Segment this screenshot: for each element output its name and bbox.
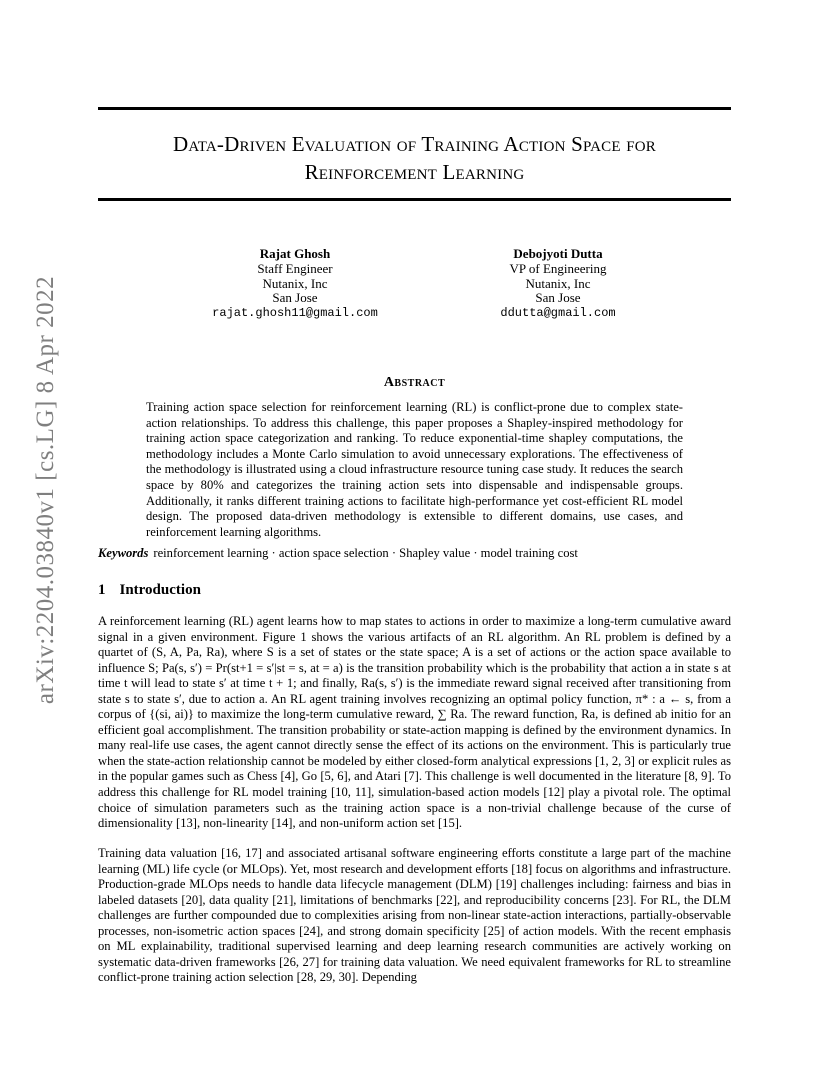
body-paragraph: Training data valuation [16, 17] and associated artisanal software engineering efforts constitute a large part of the machine learning (ML) life cycle (or MLOps). Yet, most research and development efforts [18] focus on algorithms and infrastructure. Production-grade MLOps needs to handle data lifecycle management (DLM) [19] challenges including: fairness and bias in labeled datasets [20], data quality [21], limitations of benchmarks [22], and reproducibility concerns [23]. For RL, the DLM challenges are further compounded due to complexities arising from non-linear state-action interactions, partially-observable processes, non-isometric action spaces [24], and strong domain specificity [25] of action models. With the recent emphasis on ML explainability, traditional supervised learning and deep learning research communities are actively working on systematic data-driven frameworks [26, 27] for training data valuation. We need equivalent frameworks for RL to streamline conflict-prone training action selection [28, 29, 30]. Depending — [98, 846, 731, 985]
author-email[interactable]: rajat.ghosh11@gmail.com — [212, 306, 378, 321]
top-rule — [98, 107, 731, 110]
author-location: San Jose — [272, 290, 318, 306]
section-title: Introduction — [119, 582, 201, 598]
author-role: Staff Engineer — [257, 260, 333, 276]
author-block — [438, 247, 678, 321]
arxiv-identifier: arXiv:2204.03840v1 [cs.LG] 8 Apr 2022 — [32, 275, 59, 705]
title-line-2: Reinforcement Learning — [304, 160, 525, 184]
author-location: San Jose — [535, 290, 581, 306]
abstract-heading: Abstract — [383, 375, 446, 390]
author-block — [175, 247, 415, 321]
abstract-text: Training action space selection for reinforcement learning (RL) is conflict-prone due to complex state-action relationships. To address this challenge, this paper proposes a Shapley-inspired methodology for training action space categorization and ranking. To reduce exponential-time shapley computations, the methodology includes a Monte Carlo simulation to avoid unnecessary explorations. The effectiveness of the methodology is illustrated using a cloud infrastructure resource tuning case study. It reduces the search space by 80% and categorizes the training action sets into dispensable and indispensable groups. Additionally, it ranks different training actions to facilitate high-performance yet cost-efficient RL model design. The proposed data-driven methodology is extensible to different domains, use cases, and reinforcement learning algorithms. — [146, 400, 683, 539]
author-org: Nutanix, Inc — [262, 275, 328, 291]
author-email[interactable]: ddutta@gmail.com — [500, 306, 616, 321]
author-role: VP of Engineering — [509, 260, 607, 276]
author-name: Debojyoti Dutta — [513, 246, 603, 261]
author-org: Nutanix, Inc — [525, 275, 591, 291]
author-name: Rajat Ghosh — [259, 246, 331, 261]
keywords — [98, 546, 731, 562]
section-number: 1 — [98, 582, 106, 598]
keywords-label: Keywords — [98, 546, 149, 560]
body-paragraph: A reinforcement learning (RL) agent learns how to map states to actions in order to maximize a long-term cumulative award signal in a given environment. Figure 1 shows the various artifacts of an RL algorithm. An RL problem is defined by a quartet of (S, A, Pa, Ra), where S is a set of states or the state space; A is a set of actions or the action space available to influence S; Pa(s, s′) = Pr(st+1 = s′|st = s, at = a) is the transition probability which is the probability that action a in state s at time t will lead to state s′ at time t + 1; and finally, Ra(s, s′) is the immediate reward signal received after transitioning from state s to state s′, due to action a. An RL agent training involves recognizing an optimal policy function, π* : a ← s, from a corpus of {(si, ai)} to maximize the long-term cumulative reward, ∑ Ra. The reward function, Ra, is defined ab initio for an efficient goal accomplishment. The transition probability or state-action mapping is defined by the environment dynamics. In many real-life use cases, the agent cannot directly sense the effect of its actions on the environment. This is particularly true when the state-action relationship cannot be modeled by either closed-form analytical expressions [1, 2, 3] or explicit rules as in the popular games such as Chess [4], Go [5, 6], and Atari [7]. This challenge is well documented in the literature [8, 9]. To address this challenge for RL model training [10, 11], simulation-based action models [12] play a pivotal role. The optimal choice of simulation parameters such as the training action space is a non-trivial challenge because of the curse of dimensionality [13], non-linearity [14], and non-uniform action set [15]. — [98, 614, 731, 831]
section-heading — [98, 582, 201, 599]
bottom-rule — [98, 198, 731, 201]
paper-title — [98, 130, 731, 186]
keywords-text: reinforcement learning · action space selection · Shapley value · model training cost — [153, 546, 578, 560]
title-line-1: Data-Driven Evaluation of Training Action Space for — [173, 132, 656, 156]
